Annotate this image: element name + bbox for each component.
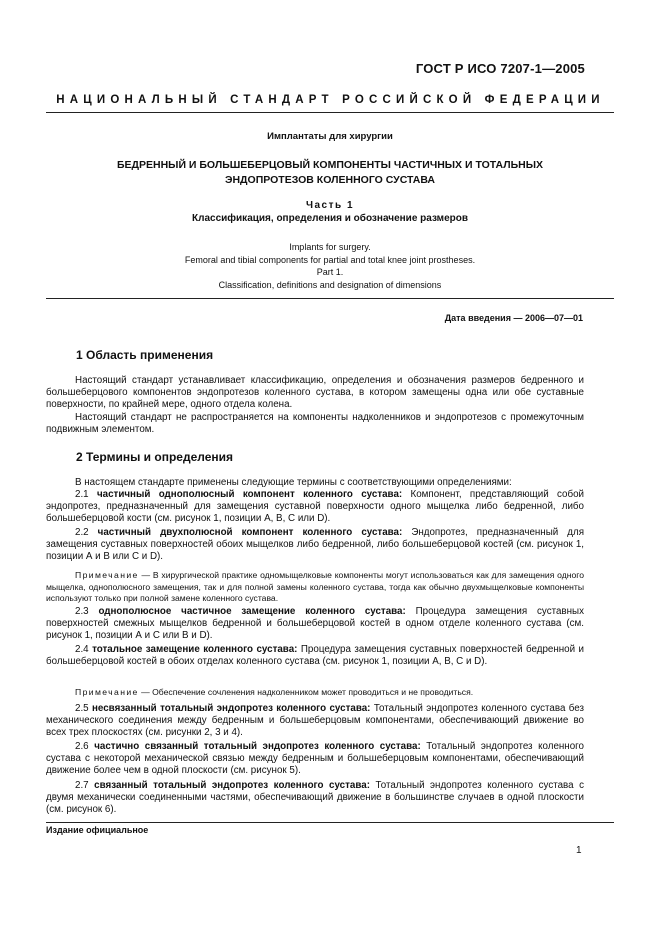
title-line-2: ЭНДОПРОТЕЗОВ КОЛЕННОГО СУСТАВА [225,174,435,186]
term-2-4 [46,644,584,668]
term-number: 2.5 [75,703,89,714]
document-subtitle: Имплантаты для хирургии [267,131,393,142]
term-name: тотальное замещение коленного сустава: [92,644,298,655]
introduction-date: Дата введения — 2006—07—01 [444,313,583,323]
term-definition: Компонент, представляющий собой эндопротез, предназначенный для замещения суставной поверхности одного мыщелка либо бедренной, либо большеберцовой кости (см. рисунок 1, позиции А, В, С или D). [46,489,584,525]
term-name: частично связанный тотальный эндопротез коленного сустава: [94,741,421,752]
section-1-paragraph [46,375,584,412]
term-definition: Процедура замещения суставных поверхностей смежных мыщелков бедренной и большеберцовой костей в одном отделе коленного сустава (см. рисунок 1, позиции А и С или В и D). [46,606,584,642]
document-title [46,158,614,188]
note-2 [46,687,584,699]
term-2-1 [46,489,584,526]
footer-rule [46,822,614,823]
term-definition: Процедура замещения суставных поверхностей бедренной и большеберцовой костей в обоих отделах коленного сустава (см. рисунок 1, позиции А, В, С и D). [46,644,584,668]
english-line: Femoral and tibial components for partial and total knee joint prostheses. [184,254,476,265]
term-2-3 [46,606,584,643]
paragraph-text: В настоящем стандарте применены следующие термины с соответствующими определениями: [75,477,512,488]
term-name: частичный однополюсный компонент коленного сустава: [96,489,403,500]
term-number: 2.6 [75,741,89,752]
note-1 [46,570,584,605]
part-title: Классификация, определения и обозначение размеров [192,213,468,224]
term-name: связанный тотальный эндопротез коленного сустава: [94,780,370,791]
term-definition: Тотальный эндопротез коленного сустава без механического соединения между бедренным и большеберцовым компонентами, обеспечивающий движение во всех трех плоскостях (см. рисунки 2, 3 и 4). [46,703,585,739]
term-2-6 [46,741,584,778]
page-number: 1 [576,845,582,856]
note-text: — Обеспечение сочленения надколенником может проводиться и не проводиться. [141,687,474,697]
term-definition: Эндопротез, предназначенный для замещения суставных поверхностей обоих мыщелков либо бедренной, либо большеберцовой костей (см. рисунок 1, позиции А и В или С и D). [46,527,584,563]
term-name: частичный двухполюсной компонент коленного сустава: [97,527,403,538]
term-2-2 [46,527,584,564]
title-rule [46,298,614,299]
term-name: однополюсное частичное замещение коленного сустава: [98,606,406,617]
term-number: 2.7 [75,780,89,791]
section-2-intro [46,477,584,489]
national-standard-banner: НАЦИОНАЛЬНЫЙ СТАНДАРТ РОССИЙСКОЙ ФЕДЕРАЦИИ [56,94,605,106]
title-line-1: БЕДРЕННЫЙ И БОЛЬШЕБЕРЦОВЫЙ КОМПОНЕНТЫ ЧАСТИЧНЫХ И ТОТАЛЬНЫХ [116,159,544,171]
term-number: 2.2 [75,527,89,538]
note-text: — В хирургической практике одномыщелковые компоненты могут использоваться как для замещения одного мыщелка, однополюсного замещения, так и для полной замены коленного сустава, тогда как обычно двухмыщелковые компоненты используют только при полной замене коленного сустава. [46,570,584,603]
term-number: 2.3 [75,606,89,617]
english-title [46,241,614,291]
paragraph-text: Настоящий стандарт устанавливает классификацию, определения и обозначения размеров бедренного и большеберцового компонентов эндопротезов коленного сустава, в котором замещены одна или обе суставные поверхности, по крайней мере, одного отдела колена. [46,375,584,411]
english-line: Classification, definitions and designation of dimensions [218,279,442,290]
term-2-7 [46,780,584,817]
section-1-heading: 1 Область применения [76,348,214,362]
part-label: Часть 1 [305,200,355,211]
paragraph-text: Настоящий стандарт не распространяется на компоненты надколенников и эндопротезов с промежуточным подвижным элементом. [46,412,584,436]
section-2-heading: 2 Термины и определения [76,450,234,464]
term-definition: Тотальный эндопротез коленного сустава с некоторой механической связью между бедренным и большеберцовым компонентами, обеспечивающий движение более чем в одной плоскости (см. рисунок 5). [46,741,584,777]
section-1-paragraph [46,412,584,436]
edition-label: Издание официальное [46,825,149,835]
english-line: Implants for surgery. [289,242,371,252]
header-rule [46,112,614,113]
term-name: несвязанный тотальный эндопротез коленного сустава: [92,703,371,714]
english-line: Part 1. [316,267,344,277]
term-number: 2.4 [75,644,89,655]
term-definition: Тотальный эндопротез коленного сустава с двумя механически соединенными частями, обеспечивающий движение в большинстве случаев в одной плоскости (см. рисунок 6). [46,780,585,816]
standard-code: ГОСТ Р ИСО 7207-1—2005 [415,61,585,76]
term-2-5 [46,703,584,740]
note-label: Примечание [75,687,139,697]
note-label: Примечание [75,570,139,580]
term-number: 2.1 [75,489,89,500]
